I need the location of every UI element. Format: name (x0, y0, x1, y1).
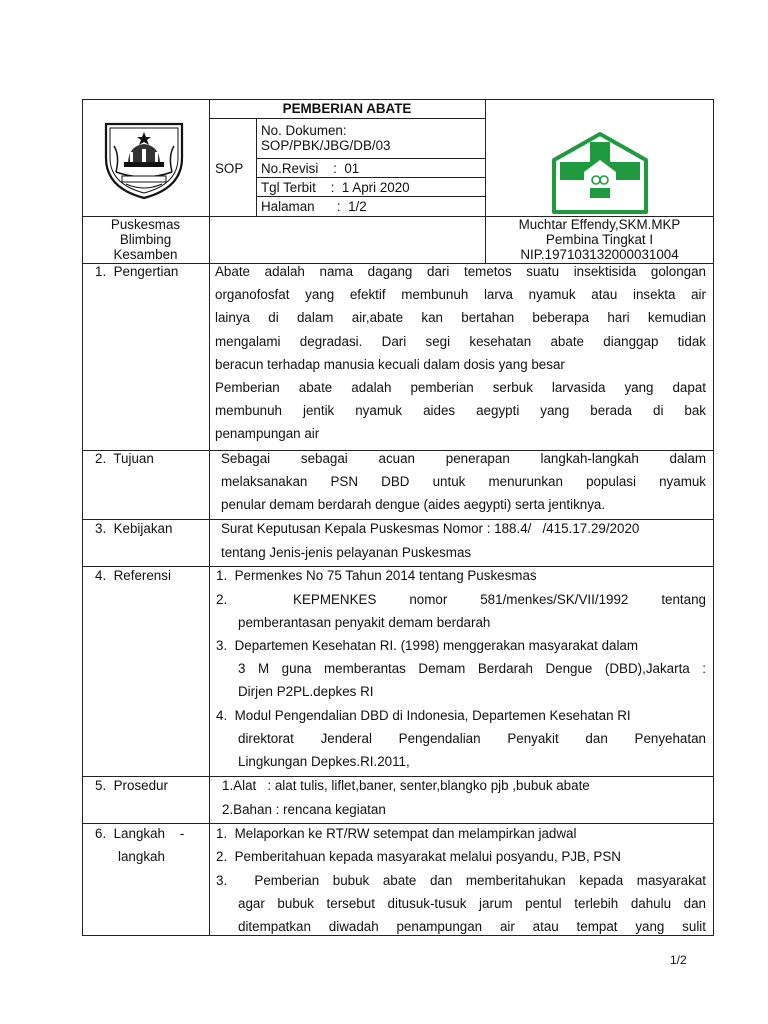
section-label-kebijakan: 3. Kebijakan (95, 521, 173, 536)
pengertian-line: beracun terhadap manusia kecuali dalam dosis yang besar (215, 357, 565, 372)
referensi-line: 4. Modul Pengendalian DBD di Indonesia, Departemen Kesehatan RI (216, 708, 631, 723)
kebijakan-line: tentang Jenis-jenis pelayanan Puskesmas (221, 545, 472, 560)
referensi-line: 2. KEPMENKES nomor 581/menkes/SK/VII/1992 tentang (216, 592, 706, 607)
section-line-5 (82, 823, 714, 824)
referensi-line: 3. Departemen Kesehatan RI. (1998) menggerakan masyarakat dalam (216, 638, 639, 653)
sop-divider (256, 118, 257, 216)
revisi-row-line (256, 177, 485, 178)
section-line-3 (82, 566, 714, 567)
signer-nip: NIP.197103132000031004 (520, 247, 679, 262)
section-label-tujuan: 2. Tujuan (95, 451, 154, 466)
title-underline (209, 118, 485, 119)
regency-emblem-logo (100, 116, 188, 201)
signer-name: Muchtar Effendy,SKM.MKP (518, 217, 681, 232)
section-label-pengertian: 1. Pengertian (95, 264, 179, 279)
section-label-referensi: 4. Referensi (95, 568, 171, 583)
doc-number-value: SOP/PBK/JBG/DB/03 (261, 138, 391, 153)
section-label-langkah-cont: langkah (118, 849, 165, 864)
referensi-line: Lingkungan Depkes.RI.2011, (238, 754, 410, 769)
pengertian-line: penampungan air (215, 426, 320, 441)
langkah-line: agar bubuk tersebut ditusuk-tusuk jarum pentul terlebih dahulu dan (238, 896, 706, 911)
langkah-line: ditempatkan diwadah penampungan air atau tempat yang sulit (238, 919, 706, 934)
sop-label: SOP (215, 161, 244, 176)
org-name-line-3: Kesamben (113, 247, 178, 262)
tujuan-line: penular demam berdarah dengue (aides aegypti) serta jentiknya. (221, 497, 606, 512)
pengertian-line: membunuh jentik nyamuk aides aegypti yang berada di bak (215, 403, 706, 418)
doc-number-label: No. Dokumen: (261, 123, 347, 138)
signer-rank: Pembina Tingkat I (545, 232, 654, 247)
page-field: Halaman : 1/2 (261, 199, 367, 214)
langkah-line: 1. Melaporkan ke RT/RW setempat dan melampirkan jadwal (216, 826, 577, 841)
tujuan-line: melaksanakan PSN DBD untuk menurunkan populasi nyamuk (221, 474, 706, 489)
header-divider-left (209, 99, 210, 263)
referensi-line: direktorat Jenderal Pengendalian Penyakit dan Penyehatan (238, 731, 706, 746)
issue-date-field: Tgl Terbit : 1 Apri 2020 (261, 180, 410, 195)
pengertian-line: mengalami degradasi. Dari segi kesehatan abate dianggap tidak (215, 334, 706, 349)
pengertian-line: Abate adalah nama dagang dari temetos suatu insektisida golongan (215, 264, 706, 279)
puskesmas-logo (546, 130, 654, 216)
langkah-line: 3. Pemberian bubuk abate dan memberitahukan kepada masyarakat (216, 873, 706, 888)
pengertian-line: organofosfat yang efektif membunuh larva nyamuk atau insekta air (215, 287, 706, 302)
referensi-line: 3 M guna memberantas Demam Berdarah Dengue (DBD),Jakarta : (238, 661, 706, 676)
document-title: PEMBERIAN ABATE (282, 101, 412, 116)
doc-row-line (256, 158, 485, 159)
prosedur-line: 1.Alat : alat tulis, liflet,baner, senter,blangko pjb ,bubuk abate (222, 778, 590, 793)
section-line-2 (82, 519, 714, 520)
terbit-row-line (256, 196, 485, 197)
kebijakan-line: Surat Keputusan Kepala Puskesmas Nomor : 188.4/ /415.17.29/2020 (221, 521, 640, 536)
pengertian-line: lainya di dalam air,abate kan bertahan beberapa hari kemudian (215, 310, 706, 325)
langkah-line: 2. Pemberitahuan kepada masyarakat melalui posyandu, PJB, PSN (216, 849, 621, 864)
page-number: 1/2 (670, 953, 687, 967)
section-label-prosedur: 5. Prosedur (95, 778, 168, 793)
org-name-line-1: Puskesmas (110, 217, 181, 232)
section-label-langkah: 6. Langkah - (95, 826, 185, 841)
revision-field: No.Revisi : 01 (261, 161, 360, 176)
org-name-line-2: Blimbing (119, 232, 172, 247)
referensi-line: pemberantasan penyakit demam berdarah (238, 615, 491, 630)
pengertian-line: Pemberian abate adalah pemberian serbuk larvasida yang dapat (215, 380, 706, 395)
prosedur-line: 2.Bahan : rencana kegiatan (222, 802, 386, 817)
section-line-4 (82, 776, 714, 777)
referensi-line: Dirjen P2PL.depkes RI (238, 684, 374, 699)
tujuan-line: Sebagai sebagai acuan penerapan langkah-langkah dalam (221, 451, 706, 466)
content-column-divider (209, 263, 210, 936)
referensi-line: 1. Permenkes No 75 Tahun 2014 tentang Puskesmas (216, 568, 537, 583)
